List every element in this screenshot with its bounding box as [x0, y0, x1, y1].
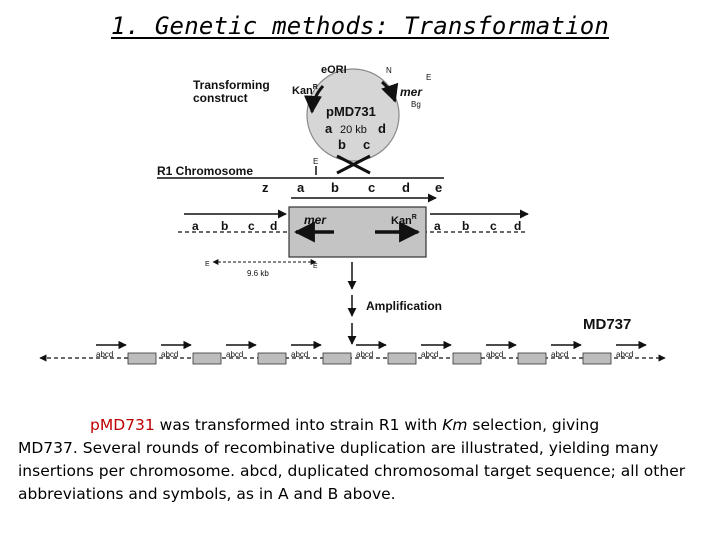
- caption-km: Km: [442, 416, 468, 434]
- repeat-plasmid-box: [128, 353, 156, 364]
- chromosome-letter: z: [262, 180, 269, 195]
- repeat-label: abcd: [226, 350, 244, 359]
- plasmid-n-label: N: [386, 66, 392, 75]
- caption-plasmid-name: pMD731: [90, 416, 155, 434]
- repeat-plasmid-box: [193, 353, 221, 364]
- distance-e-right: E: [313, 263, 318, 270]
- repeat-unit: [291, 345, 351, 364]
- repeat-plasmid-box: [258, 353, 286, 364]
- integrated-kan-sup: R: [411, 214, 417, 221]
- plasmid-letter-d: d: [378, 121, 386, 136]
- repeat-plasmid-box: [518, 353, 546, 364]
- integrated-right-letters: [434, 219, 521, 233]
- chromosome-letter: a: [297, 180, 305, 195]
- plasmid-kan-sup: R: [312, 84, 318, 91]
- distance-label: 9.6 kb: [247, 269, 269, 278]
- plasmid-letter-c: c: [363, 137, 371, 152]
- plasmid-e-label: E: [426, 73, 432, 82]
- repeat-units: [96, 345, 646, 364]
- figure-caption: [18, 414, 708, 506]
- plasmid-letter-a: a: [325, 121, 333, 136]
- integrated-letter: b: [462, 219, 470, 233]
- repeat-plasmid-box: [323, 353, 351, 364]
- repeat-label: abcd: [291, 350, 309, 359]
- transforming-construct-label-1: Transforming: [193, 78, 270, 92]
- integrated-letter: d: [270, 219, 278, 233]
- integrated-left-letters: [192, 219, 277, 233]
- repeat-unit: [96, 345, 156, 364]
- chromosome-letters: [262, 180, 442, 195]
- plasmid-size: 20 kb: [340, 124, 367, 136]
- repeat-label: abcd: [161, 350, 179, 359]
- chromosome-letter: e: [435, 180, 443, 195]
- integrated-letter: b: [221, 219, 229, 233]
- plasmid-mer-label: mer: [400, 85, 423, 99]
- caption-rest: MD737. Several rounds of recombinative duplication are illustrated, yielding many insertions per chromosome. abcd, duplicated chromosomal target sequence; all other abbreviations and symbols, as in A and B above.: [18, 439, 686, 503]
- integrated-letter: a: [192, 219, 199, 233]
- chromosome-letter: b: [331, 180, 339, 195]
- repeat-unit: [161, 345, 221, 364]
- repeat-unit: [226, 345, 286, 364]
- chromosome-e-label: E: [313, 157, 319, 166]
- integrated-letter: c: [490, 219, 497, 233]
- strain-label: MD737: [583, 316, 632, 333]
- repeat-label: abcd: [96, 350, 114, 359]
- caption-part2: selection, giving: [467, 416, 600, 434]
- integrated-mer-label: mer: [304, 213, 327, 227]
- chromosome-letter: c: [368, 180, 376, 195]
- caption-part1: was transformed into strain R1 with: [154, 416, 443, 434]
- repeat-label: abcd: [486, 350, 504, 359]
- amplification-label: Amplification: [366, 299, 443, 313]
- repeat-unit: [551, 345, 611, 364]
- repeat-unit: [356, 345, 416, 364]
- repeat-label: abcd: [616, 350, 634, 359]
- repeat-plasmid-box: [583, 353, 611, 364]
- caption-first-line: [18, 414, 708, 437]
- distance-e-left: E: [205, 261, 210, 268]
- plasmid-kan-text: Kan: [292, 85, 313, 97]
- plasmid-bg-label: Bg: [411, 100, 421, 109]
- eori-label: eORI: [321, 64, 347, 76]
- repeat-label: abcd: [421, 350, 439, 359]
- integrated-letter: d: [514, 219, 522, 233]
- integrated-kan-text: Kan: [391, 215, 412, 227]
- repeat-unit: [616, 345, 646, 359]
- repeat-unit: [421, 345, 481, 364]
- repeat-unit: [486, 345, 546, 364]
- plasmid-letter-b: b: [338, 137, 346, 152]
- integrated-letter: c: [248, 219, 255, 233]
- repeat-label: abcd: [551, 350, 569, 359]
- transforming-construct-label-2: construct: [193, 91, 248, 105]
- repeat-plasmid-box: [388, 353, 416, 364]
- integrated-letter: a: [434, 219, 441, 233]
- repeat-plasmid-box: [453, 353, 481, 364]
- chromosome-label: R1 Chromosome: [157, 164, 254, 178]
- repeat-label: abcd: [356, 350, 374, 359]
- slide-title: 1. Genetic methods: Transformation: [110, 12, 610, 40]
- chromosome-letter: d: [402, 180, 410, 195]
- plasmid-name: pMD731: [326, 104, 376, 119]
